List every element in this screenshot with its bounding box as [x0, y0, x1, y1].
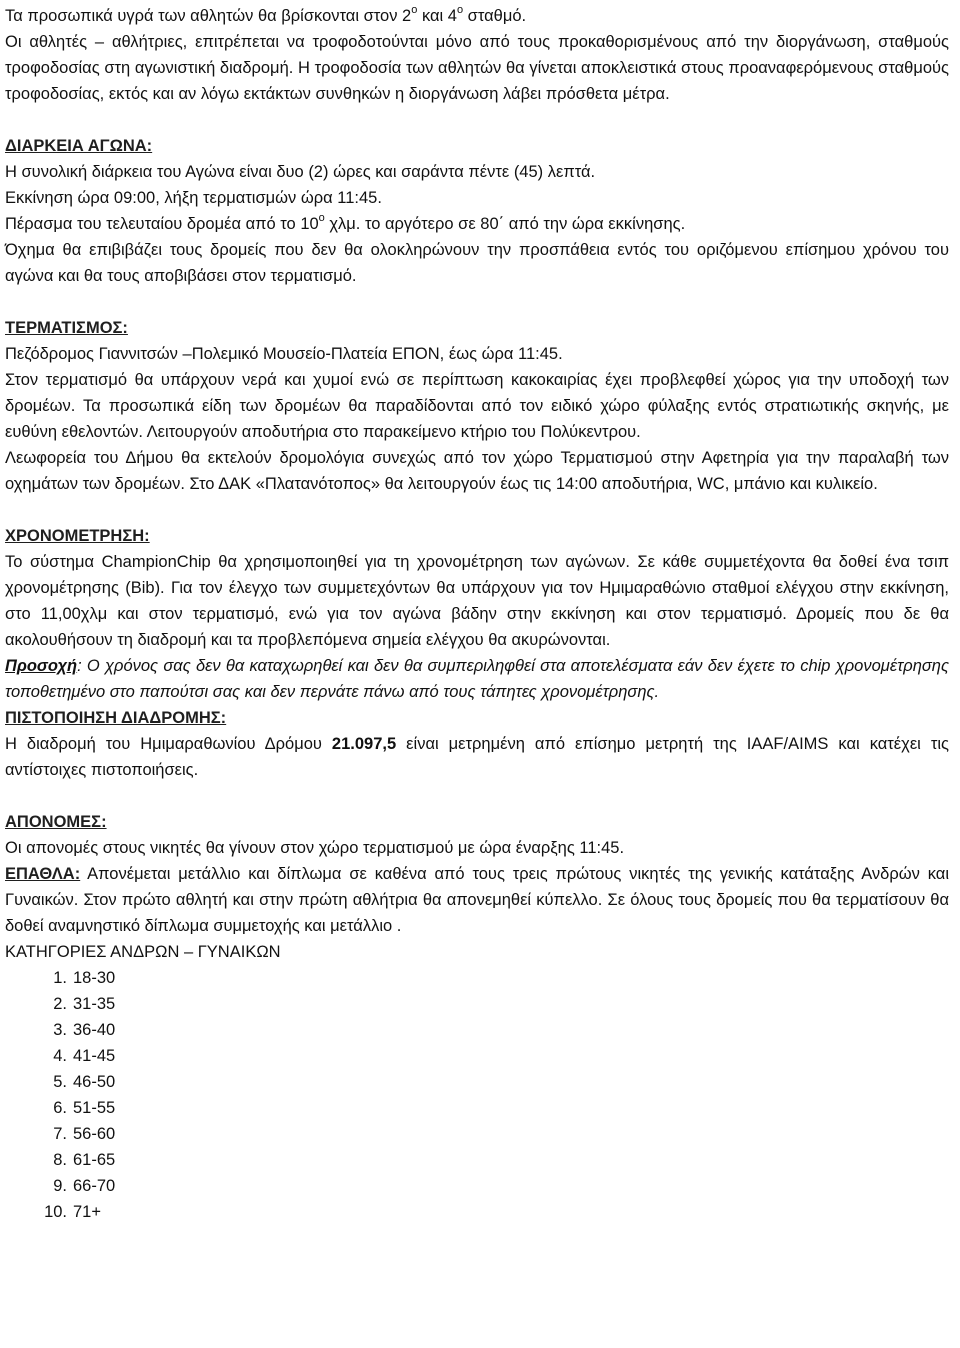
certification-paragraph: Η διαδρομή του Ημιμαραθωνίου Δρόμου 21.097,5 είναι μετρημένη από επίσημο μετρητή της IAAF/AIMS και κατέχει τις αντίστοιχες πιστοποιήσεις. — [5, 735, 949, 779]
list-item: 10. 71+ — [44, 1203, 101, 1221]
finish-facilities-paragraph: Στον τερματισμό θα υπάρχουν νερά και χυμοί ενώ σε περίπτωση κακοκαιρίας έχει προβλεφθεί χώρος για την υποδοχή των δρομέων. Τα προσωπικά είδη των δρομέων θα παραδίδονται από τον ειδικό χώρο φύλαξης εντός στρατιωτικής σκηνής, με ευθύνη εθελοντών. Λειτουργούν αποδυτήρια στο παρακείμενο κτήριο του Πολύκεντρου. — [5, 371, 949, 441]
list-item: 6. 51-55 — [53, 1099, 116, 1117]
certification-heading: ΠΙΣΤΟΠΟΙΗΣΗ ΔΙΑΔΡΟΜΗΣ: — [5, 709, 227, 727]
list-item: 2. 31-35 — [53, 995, 116, 1013]
list-item: 7. 56-60 — [53, 1125, 116, 1143]
prizes-paragraph: ΕΠΑΘΛΑ: Απονέμεται μετάλλιο και δίπλωμα σε καθένα από τους τρεις πρώτους νικητές της γενικής κατάταξης Ανδρών και Γυναικών. Στον πρώτο αθλητή και στην πρώτη αθλήτρια θα απονεμηθεί κύπελλο. Σε όλους τους δρομείς που θα τερματίσουν θα δοθεί αναμνηστικό δίπλωμα συμμετοχής και μετάλλιο . — [5, 865, 949, 935]
list-item: 3. 36-40 — [53, 1021, 116, 1039]
timing-paragraph: Το σύστημα ChampionChip θα χρησιμοποιηθεί για τη χρονομέτρηση των αγώνων. Σε κάθε συμμετέχοντα θα δοθεί ένα τσιπ χρονομέτρησης (Bib). Για τον έλεγχο των συμμετεχόντων θα υπάρχουν για τον Ημιμαραθώνιο σταθμοί ελέγχου στην εκκίνηση, στο 11,00χλμ και στον τερματισμό, ενώ για τον αγώνα βάδην στην εκκίνηση και στον τερματισμό. Δρομείς που δε θα ακολουθήσουν τη διαδρομή και τα προβλεπόμενα σημεία ελέγχου θα ακυρώνονται. — [5, 553, 949, 649]
timing-note: Προσοχή: Ο χρόνος σας δεν θα καταχωρηθεί και δεν θα συμπεριληφθεί στα αποτελέσματα εάν δεν έχετε το chip χρονομέτρησης τοποθετημένο στο παπούτσι σας και δεν περνάτε πάνω από τους τάπητες χρονομέτρησης. — [5, 657, 949, 701]
categories-list — [5, 965, 949, 1225]
finish-heading: ΤΕΡΜΑΤΙΣΜΟΣ: — [5, 319, 128, 337]
list-item: 4. 41-45 — [53, 1047, 116, 1065]
finish-location: Πεζόδρομος Γιαννιτσών –Πολεμικό Μουσείο-Πλατεία ΕΠΟΝ, έως ώρα 11:45. — [5, 345, 563, 363]
duration-cutoff: Πέρασμα του τελευταίου δρομέα από το $10^o$ χλμ. το αργότερο σε 80΄ από την ώρα εκκίνησης. — [5, 211, 686, 233]
finish-buses-paragraph: Λεωφορεία του Δήμου θα εκτελούν δρομολόγια συνεχώς από τον χώρο Τερματισμού στην Αφετηρία για την παραλαβή των οχημάτων των δρομέων. Στο ΔΑΚ «Πλατανότοπος» θα λειτουργούν έως τις 14:00 αποδυτήρια, WC, μπάνιο και κυλικείο. — [5, 449, 949, 493]
list-item: 8. 61-65 — [53, 1151, 116, 1169]
timing-heading: ΧΡΟΝΟΜΕΤΡΗΣΗ: — [5, 527, 150, 545]
refreshment-paragraph: Οι αθλητές – αθλήτριες, επιτρέπεται να τροφοδοτούνται μόνο από τους προκαθορισμένους από την διοργάνωση, σταθμούς τροφοδοσίας στη αγωνιστική διαδρομή. Η τροφοδοσία των αθλητών θα γίνεται αποκλειστικά στους προαναφερόμενους σταθμούς τροφοδοσίας, εκτός και αν λόγω εκτάκτων συνθηκών η διοργάνωση λάβει πρόσθετα μέτρα. — [5, 33, 949, 103]
categories-title: ΚΑΤΗΓΟΡΙΕΣ ΑΝΔΡΩΝ – ΓΥΝΑΙΚΩΝ — [5, 943, 281, 961]
list-item: 5. 46-50 — [53, 1073, 116, 1091]
duration-heading: ΔΙΑΡΚΕΙΑ ΑΓΩΝΑ: — [5, 137, 153, 155]
duration-sweep-vehicle: Όχημα θα επιβιβάζει τους δρομείς που δεν θα ολοκληρώνουν την προσπάθεια εντός του οριζόμενου επίσημου χρόνου του αγώνα και θα τους αποβιβάσει στον τερματισμό. — [5, 241, 949, 285]
awards-heading: ΑΠΟΝΟΜΕΣ: — [5, 813, 107, 831]
list-item: 1. 18-30 — [53, 969, 116, 987]
personal-fluids-line: Τα προσωπικά υγρά των αθλητών θα βρίσκονται στον $2^o$ και $4^o$ σταθμό. — [5, 3, 527, 25]
awards-time: Οι απονομές στους νικητές θα γίνουν στον χώρο τερματισμού με ώρα έναρξης 11:45. — [5, 839, 625, 857]
duration-total: Η συνολική διάρκεια του Αγώνα είναι δυο (2) ώρες και σαράντα πέντε (45) λεπτά. — [5, 163, 596, 181]
duration-start-end: Εκκίνηση ώρα 09:00, λήξη τερματισμών ώρα 11:45. — [5, 189, 382, 207]
list-item: 9. 66-70 — [53, 1177, 116, 1195]
